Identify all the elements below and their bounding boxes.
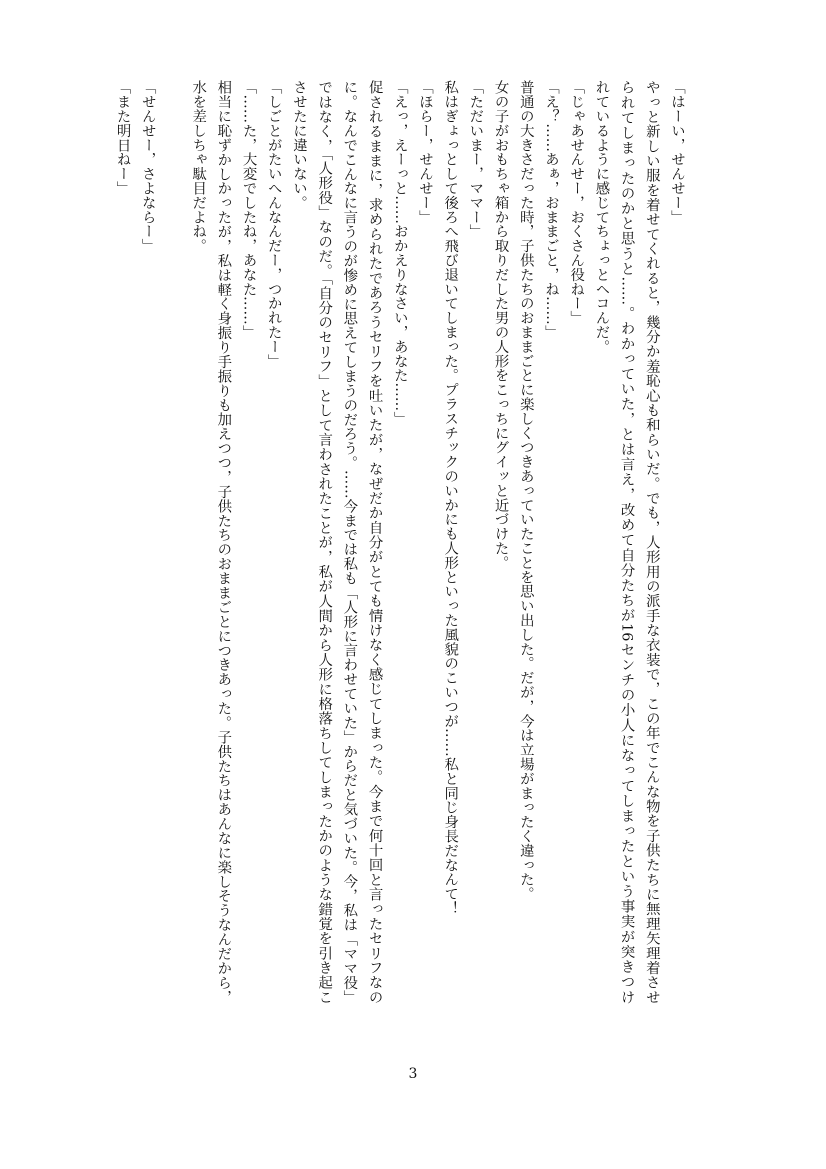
text-line: 普通の大きさだった時，子供たちのおままごとに楽しくつきあっていたことを思い出した。だが，今は立場がまったく違った。 — [517, 80, 534, 901]
text-line: させたに違いない。 — [290, 80, 307, 210]
text-line: やっと新しい服を着せてくれると，幾分か羞恥心も和らいだ。でも，人形用の派手な衣装で，この年でこんな物を子供たちに無理矢理着させ — [643, 80, 660, 1004]
text-line: 「……た，大変でしたね，あなた……」 — [240, 80, 257, 340]
text-line: 女の子がおもちゃ箱から取りだした男の人形をこっちにグイッと近づけた。 — [492, 80, 509, 570]
dialogue-paragraph — [412, 80, 437, 1004]
narration-paragraph — [286, 80, 387, 1004]
dialogue-paragraph — [387, 80, 412, 1004]
page-number: 3 — [408, 1066, 418, 1082]
narration-paragraph — [185, 80, 235, 1004]
text-line: 「じゃあせんせー，おくさん役ねー」 — [568, 80, 585, 325]
blank-line — [160, 80, 185, 1004]
text-line: ではなく，「人形役」なのだ。「自分のセリフ」として言わされたことが，私が人間から人形に格落ちしてしまったかのような錯覚を引き起こ — [316, 80, 333, 1004]
text-line: 「また明日ねー」 — [114, 80, 131, 196]
dialogue-paragraph — [235, 80, 260, 1004]
dialogue-paragraph — [563, 80, 588, 1004]
text-line: 「えっ，えーっと……おかえりなさい，あなた……」 — [391, 80, 408, 426]
dialogue-paragraph — [538, 80, 563, 1004]
text-line: 相当に恥ずかしかったが，私は軽く身振り手振りも加えつつ，子供たちのおままごとにつきあった。子供たちはあんなに楽しそうなんだから， — [215, 80, 232, 1004]
text-line: 「はーい，せんせー」 — [669, 80, 685, 224]
narration-paragraph — [487, 80, 512, 1004]
narration-paragraph — [437, 80, 462, 1004]
text-line: られてしまったのかと思うと……。わかっていた，とは言え，改めて自分たちが16センチの小人になってしまったという事実が突きつけ — [618, 80, 635, 1004]
text-line: 促されるままに，求められたであろうセリフを吐いたが，なぜだか自分がとても情けなく感じてしまった。今まで何十回と言ったセリフなの — [366, 80, 383, 1004]
text-line: 「せんせー，さよならー」 — [139, 80, 156, 253]
narration-paragraph — [513, 80, 538, 1004]
text-line: 私はぎょっとして後ろへ飛び退いてしまった。プラスチックのいかにも人形といった風貌のこいつが……私と同じ身長だなんて！ — [442, 80, 459, 916]
dialogue-paragraph — [462, 80, 487, 1004]
text-line: 「ほらー，せんせー」 — [416, 80, 433, 224]
narration-paragraph — [588, 80, 664, 1004]
text-line: 「え？……あぁ，おままごと，ね……」 — [542, 80, 559, 340]
dialogue-paragraph — [261, 80, 286, 1004]
dialogue-paragraph — [135, 80, 160, 1004]
text-line: れているように感じてちょっとヘコんだ。 — [593, 80, 610, 354]
text-line: に。なんでこんなに言うのが惨めに思えてしまうのだろう。……今までは私も「人形に言わせていた」からだと気づいた。今，私は「ママ役」 — [341, 80, 358, 1004]
dialogue-paragraph — [109, 80, 134, 1004]
vertical-text-body — [109, 80, 689, 1004]
text-line: 「しごとがたいへんなんだー，つかれたー」 — [265, 80, 282, 368]
dialogue-paragraph — [664, 80, 689, 1004]
text-line: 水を差しちゃ駄目だよね。 — [190, 80, 207, 253]
text-line: 「ただいまー，ママー」 — [467, 80, 484, 239]
